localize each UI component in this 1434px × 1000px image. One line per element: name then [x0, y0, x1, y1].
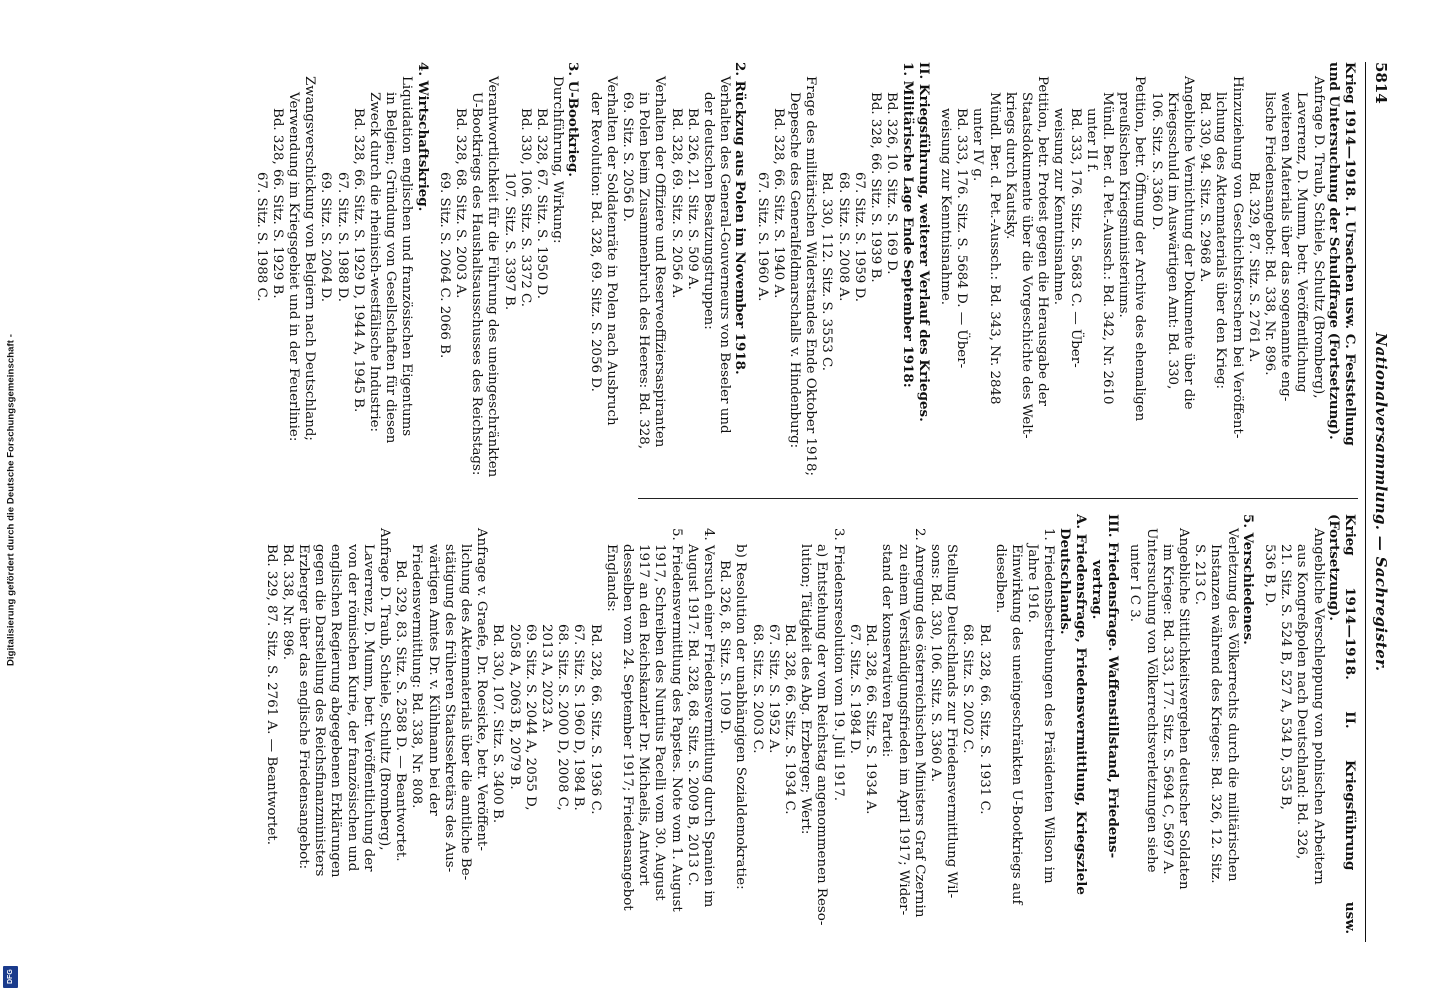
index-line: Bd. 330, 107. Sitz. S. 3400 B. [490, 624, 506, 824]
index-line: 67. Sitz. S. 1959 D. [851, 172, 867, 303]
index-line: 67. Sitz. S. 1960 D, 1984 B. [571, 624, 587, 811]
index-line: weisung zur Kenntnisnahme. [1051, 108, 1067, 306]
column-divider [638, 498, 1358, 499]
index-line: der deutschen Besatzungstruppen: [701, 92, 717, 330]
index-line: lution; Tätigkeit des Abg. Erzberger; Wert: [798, 544, 814, 835]
index-line: der Revolution: Bd. 328, 69. Sitz. S. 2056 D. [587, 92, 603, 392]
index-line: in Polen beim Zusammenbruch des Heeres: Bd. 328, [636, 92, 652, 450]
index-line: Krieg 1914—1918. I. Ursachen usw. C. Feststellung [1342, 62, 1358, 446]
index-line: Laverrenz, D. Mumm, betr. Veröffentlichung der [360, 544, 376, 872]
index-line: unter IV g. [970, 108, 986, 182]
index-line: Petition, betr. Protest gegen die Herausgabe der [1035, 76, 1051, 407]
index-line: von der römischen Kurie, der französischen und [344, 544, 360, 872]
index-line: Verwendung im Kriegsgebiet und in der Feuerlinie: [286, 92, 301, 442]
page-header [1365, 62, 1392, 942]
index-line: stätigung des früheren Staatssekretärs des Aus- [441, 544, 457, 873]
index-line: Einwirkung des uneingeschränkten U-Bootkriegs auf [1008, 544, 1024, 905]
index-line: 67. Sitz. S. 1960 A. [754, 172, 770, 302]
index-line: unter II f. [1083, 108, 1099, 173]
index-line: Bd. 330, 106. Sitz. S. 3372 C. [517, 108, 533, 308]
index-line: Zweck durch die rheinisch-westfälische Industrie: [367, 92, 383, 433]
index-line: weisung zur Kenntnisnahme. [937, 108, 953, 306]
index-line: 67. Sitz. S. 1988 D. [334, 172, 350, 303]
index-line: 1. Militärische Lage Ende September 1918: [899, 62, 916, 388]
index-line: Krieg 1914—1918. II. Kriegsführung usw. (Fortsetzung). [1325, 514, 1358, 934]
index-line: 68. Sitz. S. 2000 D, 2008 C, [555, 624, 571, 811]
index-line: Petition, betr. Öffnung der Archive des ehemaligen [1132, 76, 1148, 422]
index-line: 68. Sitz. S. 2003 C. [749, 624, 765, 754]
index-line: desselben vom 24. September 1917; Friedensangebot [620, 544, 636, 911]
index-line: Bd. 333, 176. Sitz. S. 5683 C. — Über- [1067, 108, 1083, 368]
index-line: preußischen Kriegsministeriums. [1116, 92, 1132, 318]
index-line: Bd. 326, 8. Sitz. S. 109 D. [717, 560, 733, 734]
index-line: 67. Sitz. S. 1952 A. [765, 624, 781, 754]
index-line: Bd. 328, 66. Sitz. S. 1934 C. [782, 624, 798, 815]
index-line: Frage des militärischen Widerstandes Ende Oktober 1918; [803, 76, 819, 477]
index-line: Hinzuziehung von Geschichtsforschern bei Veröffent- [1229, 76, 1245, 439]
index-line: 1917, Schreiben des Nuntius Pacelli vom 30. August [652, 544, 668, 901]
index-line: II. Kriegsführung, weiterer Verlauf des Krieges. [915, 62, 932, 422]
index-line: Jahre 1916. [1025, 544, 1041, 623]
index-line: Anfrage v. Graefe, Dr. Roesicke, betr. Veröffent- [474, 528, 490, 851]
index-line: Kriegsschuld im Auswärtigen Amt: Bd. 330, [1164, 92, 1180, 390]
index-line: 1917 an den Reichskanzler Dr. Michaelis, Antwort [636, 544, 652, 886]
index-line: Bd. 326, 10. Sitz. S. 169 D. [884, 92, 900, 275]
index-line: gegen die Darstellung des Reichsfinanzministers [312, 544, 328, 877]
index-line: Deutschlands. [1056, 528, 1073, 635]
index-line: Bd. 328, 69. Sitz. S. 2056 A. [668, 108, 684, 299]
index-line: lichung des Aktenmaterials über den Krieg: [1213, 92, 1229, 390]
index-line: U-Bootkriegs des Haushaltsausschusses des Reichstags: [469, 92, 485, 476]
index-line: Staatsdokumente über die Vorgeschichte des Welt- [1018, 92, 1034, 439]
index-line: 67. Sitz. S. 1984 D. [846, 624, 862, 755]
index-line: Untersuchung von Völkerrechtsverletzungen siehe [1143, 528, 1159, 873]
index-line: und Untersuchung der Schuldfrage (Fortsetzung). [1325, 62, 1342, 440]
index-line: Laverrenz, D. Mumm, betr. Veröffentlichung [1294, 92, 1310, 393]
index-line: Bd. 333, 176. Sitz. S. 5684 D. — Über- [954, 108, 970, 369]
index-line: Durchführung, Wirkung: [550, 76, 566, 244]
index-line: Anfrage D. Traub, Schiele, Schultz (Bromberg), [377, 528, 393, 851]
index-line: Angebliche Vernichtung der Dokumente über die [1180, 76, 1196, 410]
index-line: 68. Sitz. S. 2002 C. [960, 624, 976, 754]
index-line: Bd. 328, 66. Sitz. S. 1939 B. [868, 92, 884, 283]
digitization-credit [0, 0, 22, 1000]
index-line: Anfrage D. Traub, Schiele, Schultz (Bromberg), [1310, 76, 1326, 399]
index-line: Depesche des Generalfeldmarschalls v. Hindenburg: [787, 92, 803, 449]
index-line: zu einem Verständigungsfrieden im April 1917; Wider- [895, 544, 911, 916]
index-line: Stellung Deutschlands zur Friedensvermittlung Wil- [944, 544, 960, 899]
index-line: 68. Sitz. S. 2008 A. [835, 172, 851, 302]
index-line: 5. Friedensvermittlung des Papstes. Note vom 1. August [668, 528, 684, 912]
index-line: 1. Friedensbestrebungen des Präsidenten Wilson im [1041, 528, 1057, 884]
scanned-page [40, 0, 1434, 1000]
index-line: 4. Versuch einer Friedensvermittlung durch Spanien im [701, 528, 717, 908]
index-line: 2. Rückzug aus Polen im November 1918. [732, 62, 749, 375]
index-line: 2058 A, 2063 B, 2079 B. [506, 624, 522, 790]
dfg-logo-icon: DFG [3, 966, 18, 988]
index-line: Verletzung des Völkerrechts durch die militärischen [1224, 528, 1240, 882]
index-line: 5. Verschiedenes. [1239, 514, 1256, 645]
index-line: Bd. 328, 66. Sitz. S. 1929 D, 1944 A, 1945 B. [350, 108, 366, 413]
index-line: lichung des Aktenmaterials über die amtliche Be- [458, 544, 474, 881]
index-line: vertrag. [1088, 560, 1105, 620]
index-line: lische Friedensangebot: Bd. 338, Nr. 896. [1261, 92, 1277, 376]
index-line: Bd. 328, 66. Sitz. S. 1931 C. [976, 624, 992, 815]
index-line: Bd. 330, 112. Sitz. S. 3553 C. [819, 172, 835, 372]
index-line: Angebliche Sittlichkeitsvergehen deutscher Soldaten [1175, 528, 1191, 890]
index-line: kriegs durch Kautsky. [1002, 92, 1018, 240]
left-column [252, 62, 1358, 482]
index-line: Englands: [603, 544, 619, 612]
index-line: 3. Friedensresolution vom 19. Juli 1917. [830, 528, 846, 801]
index-line: Erzberger über das englische Friedensangebot: [296, 544, 311, 870]
index-line: Bd. 329, 87. Sitz. S. 2761 A. — Beantwortet. [263, 544, 279, 845]
index-line: Instanzen während des Krieges: Bd. 326, 12. Sitz. [1208, 544, 1224, 884]
index-line: Verhalten der Soldatenräte in Polen nach Ausbruch [603, 76, 619, 426]
index-line: Verantwortlichkeit für die Führung des uneingeschränkten [485, 76, 501, 478]
index-line: 3. U-Bootkrieg. [565, 62, 582, 177]
page-number: 5814 [1372, 62, 1390, 104]
index-line: 2. Anregung des österreichischen Ministers Graf Czernin [911, 528, 927, 918]
index-line: Verhalten der Offiziere und Reserveoffiziersaspiranten [652, 76, 668, 448]
index-line: Friedensvermittlung: Bd. 338, Nr. 808. [409, 544, 425, 809]
index-line: 106. Sitz. S. 3360 D. [1148, 92, 1164, 231]
index-line: Mündl. Ber. d. Pet.-Aussch.: Bd. 342, Nr. 2610 [1099, 92, 1115, 405]
index-line: Bd. 329, 83. Sitz. S. 2588 D. — Beantwortet. [393, 560, 409, 862]
index-line: Bd. 328, 66. Sitz. S. 1936 C. [587, 624, 603, 815]
index-line: Angebliche Verschleppung von polnischen Arbeitern [1310, 528, 1326, 885]
index-line: in Belgien; Gründung von Gesellschaften für diesen [383, 92, 399, 444]
right-column [262, 514, 1358, 934]
index-line: August 1917: Bd. 328, 68. Sitz. S. 2009 B, 2013 C. [684, 544, 700, 887]
index-line: 21. Sitz. S. 524 B, 527 A, 534 D, 535 B, [1278, 544, 1294, 810]
index-line: Mündl. Ber. d. Pet.-Aussch.: Bd. 343, Nr. 2848 [986, 92, 1002, 405]
index-line: Bd. 328, 68. Sitz. S. 2003 A. [453, 108, 469, 299]
index-line: Bd. 329, 87. Sitz. S. 2761 A. [1245, 172, 1261, 363]
index-line: wärtigen Amtes Dr. v. Kühlmann bei der [425, 544, 441, 816]
index-line: a) Entstehung der vom Reichstag angenommenen Reso- [814, 544, 830, 926]
index-line: sons: Bd. 330, 106. Sitz. S. 3360 A. [927, 544, 943, 783]
index-line: dieselben. [992, 544, 1008, 614]
index-line: weiteren Materials über das sogenannte eng- [1278, 92, 1294, 402]
index-line: 69. Sitz. S. 2064 C. 2066 B. [436, 172, 452, 359]
index-line: englischen Regierung abgegebenen Erklärungen [328, 544, 344, 878]
index-line: S. 213 C. [1192, 544, 1208, 606]
index-line: 4. Wirtschaftskrieg. [414, 62, 431, 212]
index-line: aus Kongreßpolen nach Deutschland: Bd. 326, [1294, 544, 1310, 860]
index-line: 536 B, D. [1261, 544, 1277, 607]
index-line: 67. Sitz. S. 1988 C. [253, 172, 269, 302]
index-line: Bd. 338, Nr. 896. [279, 544, 295, 660]
index-line: 69. Sitz. S. 2064 D. [318, 172, 334, 303]
index-line: 107. Sitz. S. 3397 B. [501, 172, 517, 311]
index-line: Bd. 330, 94. Sitz. S. 2968 A. [1197, 92, 1213, 283]
index-line: stand der konservativen Partei: [879, 544, 895, 758]
index-line: Bd. 328, 66. Sitz. S. 1940 A. [770, 108, 786, 299]
index-line: Zwangsverschickung von Belgiern nach Deutschland; [302, 76, 318, 441]
page-title: Nationalversammlung. — Sachregister. [1372, 332, 1390, 672]
index-line: Liquidation englischen und französischen Eigentums [399, 76, 415, 437]
index-line: Verhalten des General-Gouverneurs von Beseler und [717, 76, 733, 434]
index-line: Bd. 326, 21. Sitz. S. 509 A. [684, 108, 700, 290]
index-line: Bd. 328, 66. Sitz. S. 1934 A. [863, 624, 879, 815]
index-line: 69. Sitz. S. 2056 D. [620, 92, 636, 223]
index-line: Bd. 328, 67. Sitz. S. 1950 D. [534, 108, 550, 300]
credit-text: Digitalisierung gefördert durch die Deutsche Forschungsgemeinschaft - [5, 333, 17, 667]
index-line: unter I C 3. [1127, 544, 1143, 623]
index-line: A. Friedensfrage, Friedensvermittlung, Kriegsziele [1072, 514, 1089, 895]
index-line: b) Resolution der unabhängigen Sozialdemokratie: [733, 544, 749, 890]
index-line: III. Friedensfrage. Waffenstillstand, Friedens- [1105, 514, 1122, 859]
index-line: Bd. 328, 66. Sitz. S. 1929 B. [269, 108, 285, 299]
rotated-page-content [72, 62, 1392, 942]
index-line: 2013 A, 2023 A. [539, 624, 555, 733]
index-line: 69. Sitz. S. 2044 A, 2055 D, [522, 624, 538, 811]
index-line: im Kriege: Bd. 333, 177. Sitz. S. 5694 C, 5697 A. [1159, 544, 1175, 875]
